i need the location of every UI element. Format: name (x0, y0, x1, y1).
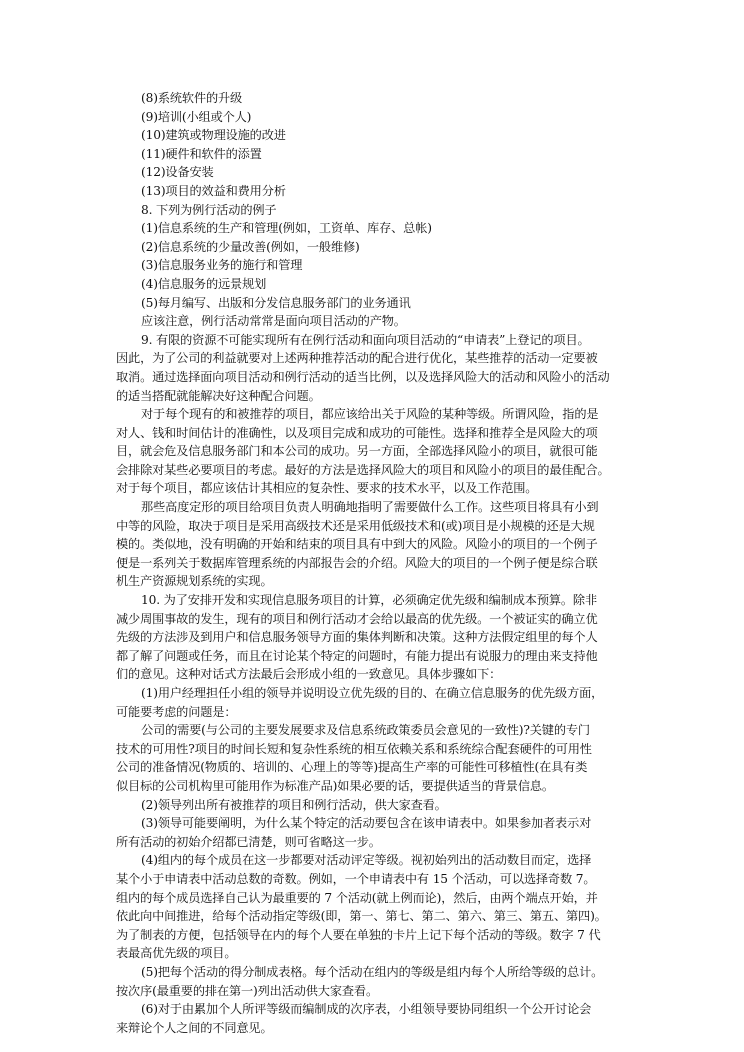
text-line: 对人、钱和时间估计的准确性，以及项目完成和成功的可能性。选择和推荐全是风险大的项 (116, 425, 598, 440)
text-line: 按次序(最重要的排在第一)列出活动供大家查看。 (116, 983, 378, 998)
text-line: 都了解了问题或任务，而且在讨论某个特定的问题时，有能力提出有说服力的理由来支持他 (116, 648, 598, 663)
text-line: 模的。类似地，没有明确的开始和结束的项目具有中到大的风险。风险小的项目的一个例子 (116, 537, 598, 552)
text-line: (3)领导可能要阐明，为什么某个特定的活动要包含在该申请表中。如果参加者表示对 (141, 816, 592, 831)
text-line: (5)把每个活动的得分制成表格。每个活动在组内的等级是组内每个人所给等级的总计。 (141, 964, 604, 979)
text-line: 组内的每个成员选择自己认为最重要的 7 个活动(就上例而论)，然后，由两个端点开始，并 (116, 890, 598, 905)
text-line: 目，就会危及信息服务部门和本公司的成功。另一方面，全部选择风险小的项目，就很可能 (116, 444, 598, 459)
text-line: 机生产资源规划系统的实现。 (116, 574, 273, 589)
text-line: (4)组内的每个成员在这一步都要对活动评定等级。视初始列出的活动数目而定，选择 (141, 853, 592, 868)
text-line: 似目标的公司机构里可能用作为标准产品)如果必要的话，要提供适当的背景信息。 (116, 778, 554, 793)
text-line: 因此，为了公司的利益就要对上述两种推荐活动的配合进行优化，某些推荐的活动一定要被 (116, 351, 598, 366)
text-line: (3)信息服务业务的施行和管理 (141, 258, 303, 273)
text-line: 可能要考虑的问题是： (116, 704, 237, 719)
text-line: 便是一系列关于数据库管理系统的内部报告会的介绍。风险大的项目的一个例子便是综合联 (116, 555, 598, 570)
text-line: 8. 下列为例行活动的例子 (141, 202, 277, 217)
text-line: 的适当搭配就能解决好这种配合问题。 (116, 388, 321, 403)
text-line: (4)信息服务的远景规划 (141, 276, 267, 291)
text-line: (9)培训(小组或个人) (141, 109, 252, 124)
text-line: 来辩论个人之间的不同意见。 (116, 1020, 273, 1035)
text-line: 依此向中间推进，给每个活动指定等级(即，第一、第七、第二、第六、第三、第五、第四)。 (116, 909, 607, 924)
text-line: 对于每个现有的和被推荐的项目，都应该给出关于风险的某种等级。所谓风险，指的是 (141, 407, 599, 422)
text-line: 表最高优先级的项目。 (116, 946, 237, 961)
document-body (116, 89, 632, 1037)
text-line: 10. 为了安排开发和实现信息服务项目的计算，必须确定优先级和编制成本预算。除非 (141, 593, 598, 608)
text-line: (13)项目的效益和费用分析 (141, 183, 286, 198)
text-line: 所有活动的初始介绍都已清楚，则可省略这一步。 (116, 834, 381, 849)
text-line: (2)信息系统的少量改善(例如，一般维修) (141, 239, 360, 254)
text-line: 9. 有限的资源不可能实现所有在例行活动和面向项目活动的“申请表”上登记的项目。 (141, 332, 590, 347)
text-line: 先级的方法涉及到用户和信息服务领导方面的集体判断和决策。这种方法假定组里的每个人 (116, 630, 598, 645)
text-line: 对于每个项目，都应该估计其相应的复杂性、要求的技术水平，以及工作范围。 (116, 481, 538, 496)
text-line: 取消。通过选择面向项目活动和例行活动的适当比例，以及选择风险大的活动和风险小的活动 (116, 369, 610, 384)
text-line: (6)对于由累加个人所评等级而编制成的次序表，小组领导要协同组织一个公开讨论会 (141, 1002, 592, 1017)
text-line: 们的意见。这种对话式方法最后会形成小组的一致意见。具体步骤如下： (116, 667, 502, 682)
text-line: 减少周围事故的发生，现有的项目和例行活动才会给以最高的优先级。一个被证实的确立优 (116, 611, 598, 626)
text-line: 技术的可用性?项目的时间长短和复杂性系统的相互依赖关系和系统综合配套硬件的可用性 (116, 741, 592, 756)
text-line: (12)设备安装 (141, 165, 214, 180)
text-line: 公司的需要(与公司的主要发展要求及信息系统政策委员会意见的一致性)?关键的专门 (141, 723, 590, 738)
text-line: 公司的准备情况(物质的、培训的、心理上的等等)提高生产率的可能性可移植性(在具有类 (116, 760, 588, 775)
text-line: (11)硬件和软件的添置 (141, 146, 262, 161)
text-line: 为了制表的方便，包括领导在内的每个人要在单独的卡片上记下每个活动的等级。数字 7 代 (116, 927, 601, 942)
text-line: 那些高度定形的项目给项目负责人明确地指明了需要做什么工作。这些项目将具有小到 (141, 500, 599, 515)
text-line: (5)每月编写、出版和分发信息服务部门的业务通讯 (141, 295, 411, 310)
text-line: (1)信息系统的生产和管理(例如，工资单、库存、总帐) (141, 221, 432, 236)
text-line: (2)领导列出所有被推荐的项目和例行活动，供大家查看。 (141, 797, 447, 812)
text-line: (10)建筑或物理设施的改进 (141, 128, 286, 143)
text-line: (8)系统软件的升级 (141, 91, 243, 105)
text-line: 中等的风险，取决于项目是采用高级技术还是采用低级技术和(或)项目是小规模的还是大规 (116, 518, 595, 533)
text-line: 应该注意，例行活动常常是面向项目活动的产物。 (141, 314, 406, 329)
text-line: (1)用户经理担任小组的领导并说明设立优先级的目的、在确立信息服务的优先级方面， (141, 686, 604, 700)
text-line: 会排除对某些必要项目的考虑。最好的方法是选择风险大的项目和风险小的项目的最佳配合。 (116, 462, 610, 477)
text-line: 某个小于申请表中活动总数的奇数。例如，一个申请表中有 15 个活动，可以选择奇数 7。 (116, 871, 596, 886)
